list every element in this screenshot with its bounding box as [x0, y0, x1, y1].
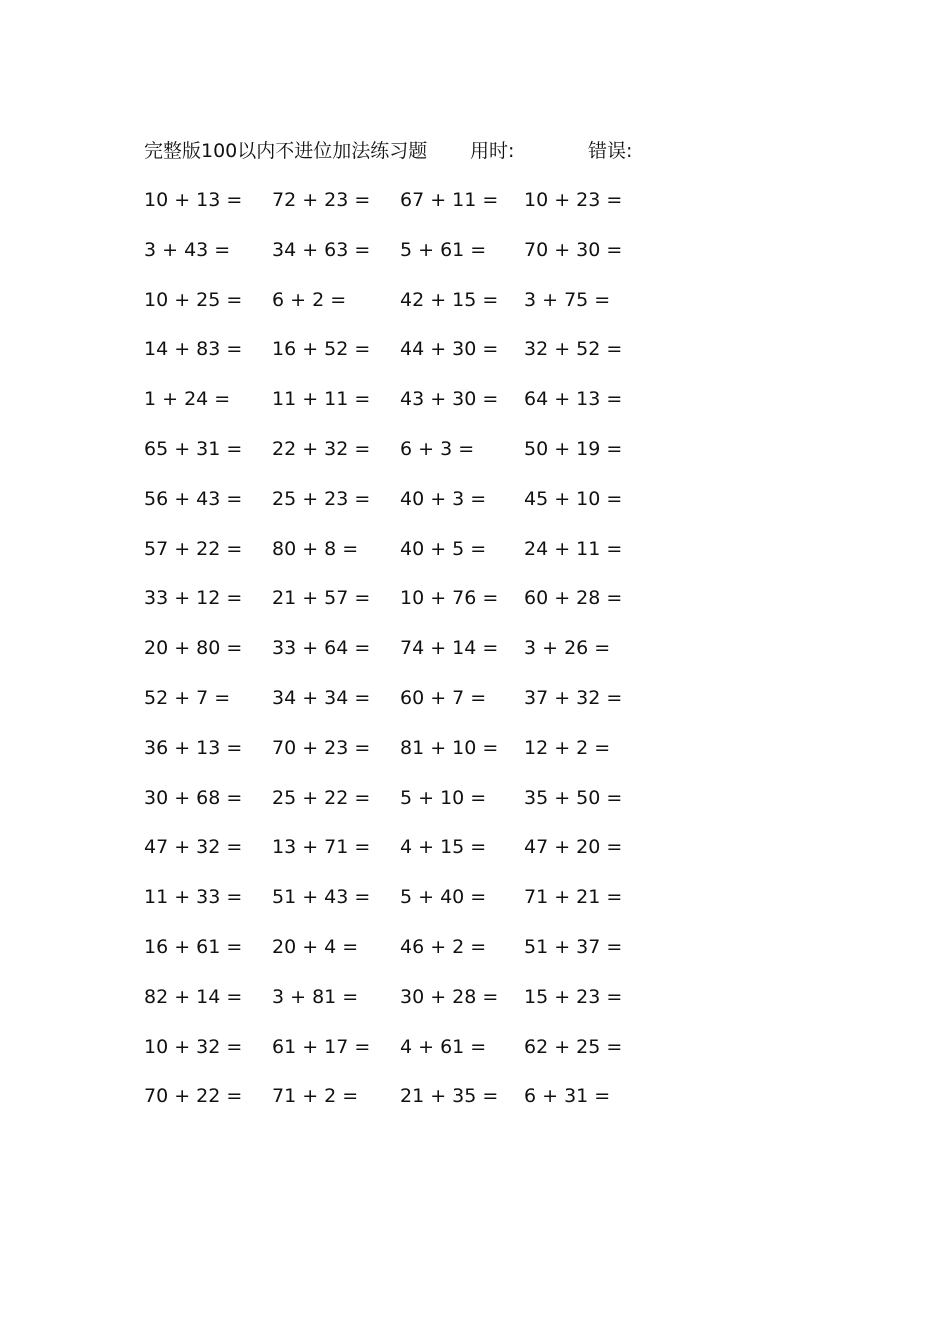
- addition-problem: 21 + 57 =: [272, 587, 371, 610]
- addition-problem: 3 + 43 =: [144, 238, 231, 261]
- addition-problem: 14 + 83 =: [144, 338, 243, 361]
- addition-problem: 5 + 61 =: [400, 238, 487, 261]
- problem-row: [144, 633, 664, 683]
- problem-row: [144, 534, 664, 584]
- addition-problem: 13 + 71 =: [272, 836, 371, 859]
- addition-problem: 70 + 30 =: [524, 238, 623, 261]
- problem-row: [144, 285, 664, 335]
- addition-problem: 61 + 17 =: [272, 1035, 371, 1058]
- problem-row: [144, 334, 664, 384]
- addition-problem: 30 + 28 =: [400, 985, 499, 1008]
- addition-problem: 45 + 10 =: [524, 487, 623, 510]
- problem-row: [144, 484, 664, 534]
- addition-problem: 20 + 4 =: [272, 935, 359, 958]
- addition-problem: 6 + 3 =: [400, 437, 475, 460]
- addition-problem: 24 + 11 =: [524, 537, 623, 560]
- addition-problem: 34 + 34 =: [272, 686, 371, 709]
- addition-problem: 51 + 43 =: [272, 886, 371, 909]
- addition-problem: 16 + 61 =: [144, 935, 243, 958]
- addition-problem: 56 + 43 =: [144, 487, 243, 510]
- addition-problem: 82 + 14 =: [144, 985, 243, 1008]
- problem-row: [144, 583, 664, 633]
- addition-problem: 46 + 2 =: [400, 935, 487, 958]
- addition-problem: 34 + 63 =: [272, 238, 371, 261]
- problem-row: [144, 683, 664, 733]
- addition-problem: 80 + 8 =: [272, 537, 359, 560]
- addition-problem: 60 + 28 =: [524, 587, 623, 610]
- addition-problem: 44 + 30 =: [400, 338, 499, 361]
- problem-row: [144, 434, 664, 484]
- addition-problem: 10 + 23 =: [524, 189, 623, 211]
- addition-problem: 15 + 23 =: [524, 985, 623, 1008]
- addition-problem: 6 + 2 =: [272, 288, 347, 311]
- addition-problem: 4 + 61 =: [400, 1035, 487, 1058]
- addition-problem: 3 + 75 =: [524, 288, 611, 311]
- addition-problem: 5 + 10 =: [400, 786, 487, 809]
- addition-problem: 22 + 32 =: [272, 437, 371, 460]
- addition-problem: 3 + 26 =: [524, 637, 611, 660]
- addition-problem: 81 + 10 =: [400, 736, 499, 759]
- addition-problem: 42 + 15 =: [400, 288, 499, 311]
- addition-problem: 67 + 11 =: [400, 189, 499, 211]
- addition-problem: 11 + 11 =: [272, 388, 371, 411]
- addition-problem: 70 + 23 =: [272, 736, 371, 759]
- addition-problem: 1 + 24 =: [144, 388, 231, 411]
- addition-problem: 11 + 33 =: [144, 886, 243, 909]
- addition-problem: 47 + 32 =: [144, 836, 243, 859]
- addition-problem: 16 + 52 =: [272, 338, 371, 361]
- addition-problem: 70 + 22 =: [144, 1085, 243, 1108]
- addition-problem: 3 + 81 =: [272, 985, 359, 1008]
- problem-row: [144, 932, 664, 982]
- addition-problem: 74 + 14 =: [400, 637, 499, 660]
- addition-problem: 40 + 5 =: [400, 537, 487, 560]
- errors-label: 错误:: [588, 140, 633, 162]
- addition-problem: 6 + 31 =: [524, 1085, 611, 1108]
- addition-problem: 52 + 7 =: [144, 686, 231, 709]
- problem-row: [144, 185, 664, 235]
- problem-row: [144, 235, 664, 285]
- addition-problem: 36 + 13 =: [144, 736, 243, 759]
- addition-problem: 57 + 22 =: [144, 537, 243, 560]
- problem-row: [144, 733, 664, 783]
- addition-problem: 71 + 21 =: [524, 886, 623, 909]
- addition-problem: 50 + 19 =: [524, 437, 623, 460]
- addition-problem: 35 + 50 =: [524, 786, 623, 809]
- addition-problem: 33 + 64 =: [272, 637, 371, 660]
- addition-problem: 25 + 22 =: [272, 786, 371, 809]
- addition-problem: 10 + 13 =: [144, 189, 243, 211]
- addition-problem: 4 + 15 =: [400, 836, 487, 859]
- addition-problem: 62 + 25 =: [524, 1035, 623, 1058]
- problem-row: [144, 1081, 664, 1131]
- problem-row: [144, 783, 664, 833]
- addition-problem: 5 + 40 =: [400, 886, 487, 909]
- addition-problem: 25 + 23 =: [272, 487, 371, 510]
- problem-row: [144, 384, 664, 434]
- addition-problem: 12 + 2 =: [524, 736, 611, 759]
- addition-problem: 43 + 30 =: [400, 388, 499, 411]
- addition-problem: 72 + 23 =: [272, 189, 371, 211]
- addition-problem: 51 + 37 =: [524, 935, 623, 958]
- addition-problem: 21 + 35 =: [400, 1085, 499, 1108]
- addition-problem: 37 + 32 =: [524, 686, 623, 709]
- addition-problem: 32 + 52 =: [524, 338, 623, 361]
- addition-problem: 71 + 2 =: [272, 1085, 359, 1108]
- addition-problem: 60 + 7 =: [400, 686, 487, 709]
- addition-problem: 10 + 76 =: [400, 587, 499, 610]
- time-label: 用时:: [470, 140, 515, 162]
- addition-problem: 40 + 3 =: [400, 487, 487, 510]
- addition-problem: 10 + 32 =: [144, 1035, 243, 1058]
- problem-row: [144, 1032, 664, 1082]
- problem-grid: [144, 185, 664, 1131]
- addition-problem: 33 + 12 =: [144, 587, 243, 610]
- addition-problem: 47 + 20 =: [524, 836, 623, 859]
- problem-row: [144, 832, 664, 882]
- addition-problem: 20 + 80 =: [144, 637, 243, 660]
- worksheet-title: 完整版100以内不进位加法练习题: [144, 140, 428, 162]
- addition-problem: 64 + 13 =: [524, 388, 623, 411]
- addition-problem: 10 + 25 =: [144, 288, 243, 311]
- problem-row: [144, 882, 664, 932]
- addition-problem: 65 + 31 =: [144, 437, 243, 460]
- addition-problem: 30 + 68 =: [144, 786, 243, 809]
- problem-row: [144, 982, 664, 1032]
